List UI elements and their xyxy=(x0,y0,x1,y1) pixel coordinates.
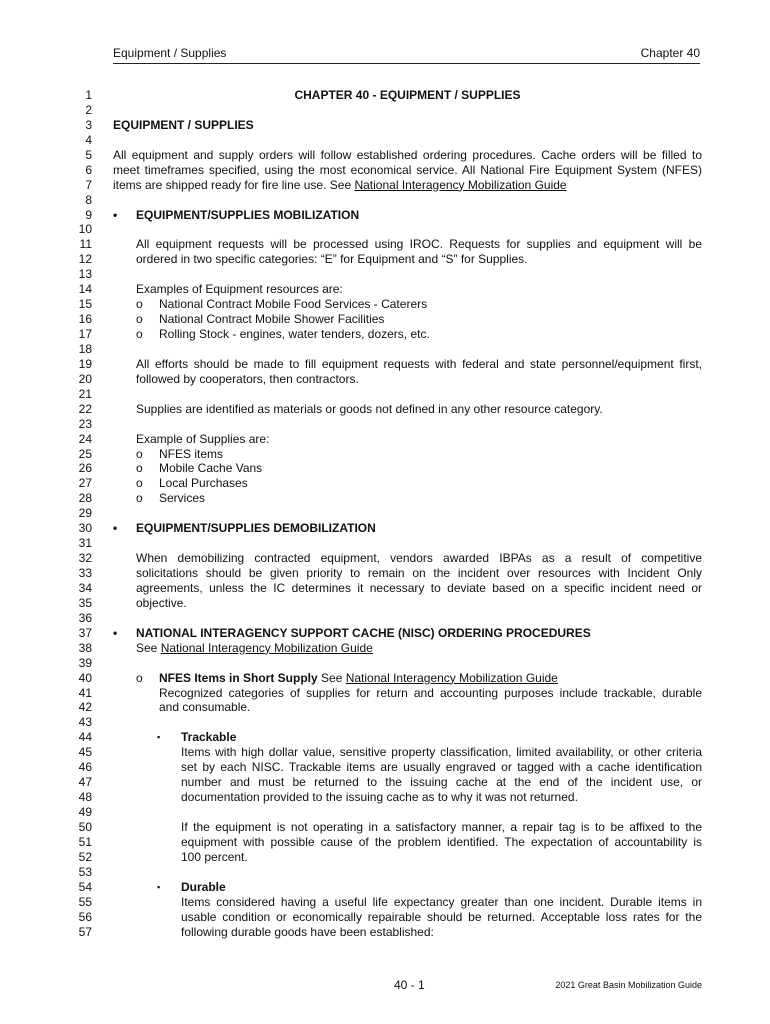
bullet-marker: • xyxy=(113,521,118,536)
demob-line-4: objective. xyxy=(136,595,187,610)
line-number: 22 xyxy=(78,401,92,416)
line-number: 38 xyxy=(78,640,92,655)
footer-guide-title: 2021 Great Basin Mobilization Guide xyxy=(555,980,702,990)
line-number: 37 xyxy=(78,625,92,640)
line-number: 30 xyxy=(78,521,92,536)
line-number: 23 xyxy=(78,416,92,431)
line-number: 49 xyxy=(78,805,92,819)
short-supply-guide-link[interactable]: National Interagency Mobilization Guide xyxy=(345,670,558,685)
line-number: 33 xyxy=(78,566,92,580)
nisc-see-line: See National Interagency Mobilization Guide xyxy=(136,640,373,655)
line-number: 1 xyxy=(85,88,92,102)
line-number: 27 xyxy=(78,476,92,491)
square-marker: ▪ xyxy=(157,732,161,743)
line-number: 47 xyxy=(78,775,92,790)
trackable-p2-line-1: If the equipment is not operating in a satisfactory manner, a repair tag is to be affixed to the xyxy=(181,819,702,834)
line-number: 43 xyxy=(78,715,92,730)
line-number: 20 xyxy=(78,371,92,386)
mobilization-heading: • EQUIPMENT/SUPPLIES MOBILIZATION xyxy=(113,207,360,222)
line-number: 46 xyxy=(78,760,92,775)
intro-line-1: All equipment and supply orders will follow established ordering procedures. Cache orders will be filled to xyxy=(113,147,702,162)
line-number: 32 xyxy=(78,551,92,566)
line-number: 31 xyxy=(78,536,92,551)
line-number: 14 xyxy=(78,282,92,297)
line-number: 16 xyxy=(78,312,92,327)
list-item: o NFES items xyxy=(136,446,224,461)
intro-line-2: meet timeframes specified, using the most economical service. All National Fire Equipment System (NFES) xyxy=(113,162,702,177)
line-number: 5 xyxy=(85,147,92,162)
line-number: 35 xyxy=(78,595,92,610)
line-number: 34 xyxy=(78,580,92,595)
line-number: 24 xyxy=(78,431,92,446)
trackable-line-1: Items with high dollar value, sensitive property classification, limited availability, or other criteria xyxy=(181,745,702,760)
line-number: 3 xyxy=(85,117,92,132)
line-number: 39 xyxy=(78,655,92,670)
circle-marker: o xyxy=(136,297,143,312)
line-number: 26 xyxy=(78,461,92,476)
supplies-examples-intro: Example of Supplies are: xyxy=(136,431,270,446)
list-item: o National Contract Mobile Shower Facilities xyxy=(136,312,385,327)
short-supply-line-2: and consumable. xyxy=(159,700,251,715)
line-number: 7 xyxy=(85,177,92,192)
line-numbers xyxy=(0,88,92,939)
line-number: 40 xyxy=(78,670,92,685)
trackable-line-4: documentation provided to the issuing cache as to why it was not returned. xyxy=(181,790,578,805)
circle-marker: o xyxy=(136,327,143,341)
line-number: 6 xyxy=(85,162,92,177)
nisc-heading: • NATIONAL INTERAGENCY SUPPORT CACHE (NISC) ORDERING PROCEDURES xyxy=(113,625,591,640)
trackable-p2-line-3: 100 percent. xyxy=(181,849,248,864)
line-number: 15 xyxy=(78,297,92,312)
durable-title: ▪ Durable xyxy=(157,879,226,894)
mob-para1-line2: ordered in two specific categories: “E” for Equipment and “S” for Supplies. xyxy=(136,252,528,267)
line-number: 57 xyxy=(78,924,92,939)
line-number: 53 xyxy=(78,864,92,879)
circle-marker: o xyxy=(136,670,143,685)
line-number: 52 xyxy=(78,849,92,864)
durable-line-3: following durable goods have been established: xyxy=(181,924,434,939)
trackable-title: ▪ Trackable xyxy=(157,730,237,745)
line-number: 10 xyxy=(78,222,92,237)
demob-line-3: agreements, unless the IC determines it necessary to deviate based on a specific incident need or xyxy=(136,580,702,595)
line-number: 55 xyxy=(78,894,92,909)
list-item: o Services xyxy=(136,491,206,506)
list-item: o Mobile Cache Vans xyxy=(136,461,263,476)
line-number: 11 xyxy=(79,237,92,252)
bullet-marker: • xyxy=(113,207,118,222)
running-header-left: Equipment / Supplies xyxy=(113,46,227,60)
section-heading: EQUIPMENT / SUPPLIES xyxy=(113,117,254,132)
line-number: 18 xyxy=(78,341,92,356)
intro-line-3: items are shipped ready for fire line use. See National Interagency Mobilization Guide xyxy=(113,177,567,192)
line-number: 21 xyxy=(78,386,92,401)
list-item: o Rolling Stock - engines, water tenders, dozers, etc. xyxy=(136,327,430,341)
durable-line-1: Items considered having a useful life expectancy greater than one incident. Durable items in xyxy=(181,894,702,909)
line-number: 48 xyxy=(78,790,92,805)
equipment-examples-intro: Examples of Equipment resources are: xyxy=(136,282,343,297)
line-number: 4 xyxy=(85,132,92,147)
line-number: 25 xyxy=(78,446,92,461)
trackable-line-3: number and must be returned to the issuing cache at the end of the incident use, or xyxy=(181,775,702,790)
document-body xyxy=(113,88,702,939)
running-header-right: Chapter 40 xyxy=(640,46,700,60)
line-number: 50 xyxy=(78,819,92,834)
mob-para2-line2: followed by cooperators, then contractors. xyxy=(136,371,359,386)
line-number: 8 xyxy=(85,192,92,207)
trackable-line-2: set by each NISC. Trackable items are usually engraved or tagged with a cache identification xyxy=(181,760,702,775)
supplies-definition: Supplies are identified as materials or goods not defined in any other resource category. xyxy=(136,401,603,416)
mob-para1-line1: All equipment requests will be processed using IROC. Requests for supplies and equipment will be xyxy=(136,237,702,252)
line-number: 56 xyxy=(78,909,92,924)
line-number: 17 xyxy=(78,327,92,341)
list-item: o National Contract Mobile Food Services - Caterers xyxy=(136,297,428,312)
page-number: 40 - 1 xyxy=(394,978,425,992)
line-number: 41 xyxy=(78,685,92,700)
line-number: 13 xyxy=(78,267,92,282)
circle-marker: o xyxy=(136,491,143,506)
line-number: 2 xyxy=(85,102,92,117)
bullet-marker: • xyxy=(113,625,118,640)
header-rule xyxy=(113,63,700,64)
trackable-p2-line-2: equipment with possible cause of the problem identified. The expectation of accountability is xyxy=(181,834,702,849)
nisc-guide-link[interactable]: National Interagency Mobilization Guide xyxy=(160,640,373,655)
short-supply-line-1: Recognized categories of supplies for return and accounting purposes include trackable, durable xyxy=(159,685,702,700)
mob-para2-line1: All efforts should be made to fill equipment requests with federal and state personnel/equipment first, xyxy=(136,356,702,371)
line-number: 28 xyxy=(78,491,92,506)
circle-marker: o xyxy=(136,446,143,461)
list-item: o Local Purchases xyxy=(136,476,248,491)
line-number: 44 xyxy=(78,730,92,745)
line-number: 54 xyxy=(78,879,92,894)
line-number: 51 xyxy=(78,834,92,849)
line-number: 42 xyxy=(78,700,92,715)
intro-guide-link[interactable]: National Interagency Mobilization Guide xyxy=(354,177,567,192)
circle-marker: o xyxy=(136,312,143,327)
chapter-title: CHAPTER 40 - EQUIPMENT / SUPPLIES xyxy=(294,88,521,102)
demobilization-heading: • EQUIPMENT/SUPPLIES DEMOBILIZATION xyxy=(113,521,376,536)
durable-line-2: usable condition or economically repairable should be returned. Acceptable loss rates for the xyxy=(181,909,702,924)
line-number: 45 xyxy=(78,745,92,760)
line-number: 12 xyxy=(78,252,92,267)
demob-line-2: solicitations should be given priority to remain on the incident over resources with Incident Only xyxy=(136,566,702,580)
line-number: 36 xyxy=(78,610,92,625)
line-number: 19 xyxy=(78,356,92,371)
line-number: 9 xyxy=(85,207,92,222)
demob-line-1: When demobilizing contracted equipment, vendors awarded IBPAs as a result of competitive xyxy=(136,551,702,566)
circle-marker: o xyxy=(136,476,143,491)
short-supply-title-line: o NFES Items in Short Supply See National Interagency Mobilization Guide xyxy=(136,670,558,685)
line-number: 29 xyxy=(78,506,92,521)
square-marker: ▪ xyxy=(157,881,161,892)
circle-marker: o xyxy=(136,461,143,476)
